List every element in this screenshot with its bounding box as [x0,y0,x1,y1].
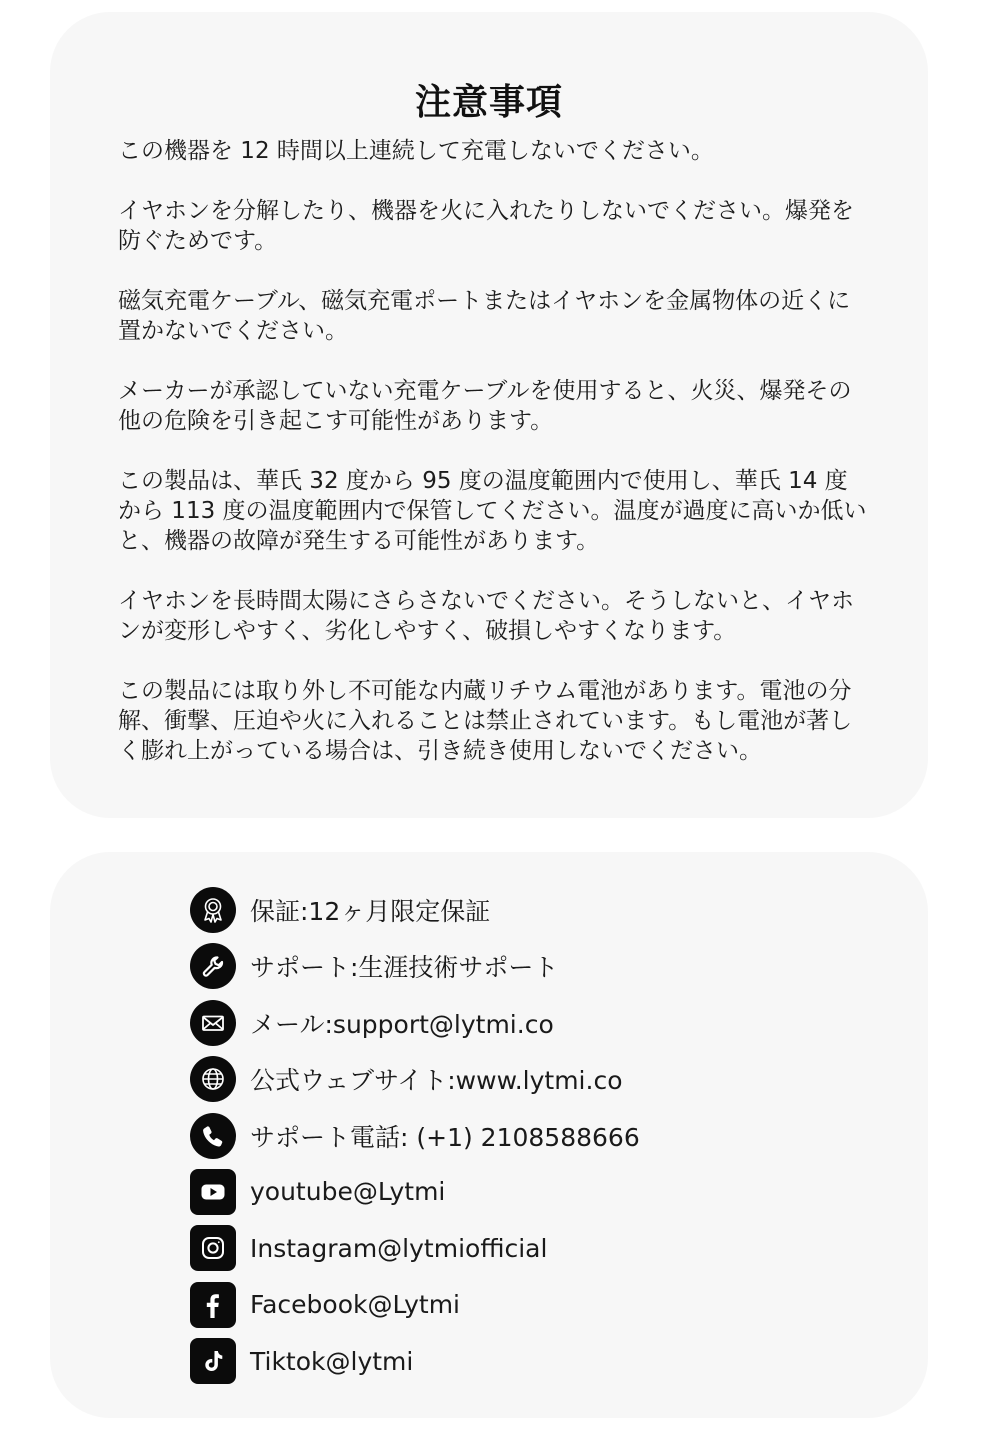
caution-paragraph: この機器を 12 時間以上連続して充電しないでください。 [118,138,714,164]
contact-instagram[interactable] [190,1224,640,1272]
wrench-icon [190,943,236,989]
mail-icon [190,1000,236,1046]
tiktok-icon [190,1338,236,1384]
contact-tiktok[interactable] [190,1337,640,1385]
contact-facebook[interactable] [190,1281,640,1329]
contact-support [190,942,640,990]
contact-list [190,886,640,1394]
caution-card [50,12,928,818]
contact-warranty [190,886,640,934]
caution-paragraph: この製品には取り外し不可能な内蔵リチウム電池があります。電池の分解、衝撃、圧迫や火に入れることは禁止されています。もし電池が著しく膨れ上がっている場合は、引き続き使用しないでください。 [118,678,853,764]
caution-paragraph: 磁気充電ケーブル、磁気充電ポートまたはイヤホンを金属物体の近くに置かないでください。 [118,288,851,344]
website-text[interactable]: 公式ウェブサイト:www.lytmi.co [250,1066,623,1096]
contact-website[interactable] [190,1055,640,1103]
caution-body [118,136,870,796]
caution-paragraph: イヤホンを長時間太陽にさらさないでください。そうしないと、イヤホンが変形しやすく、劣化しやすく、破損しやすくなります。 [118,588,854,644]
globe-icon [190,1056,236,1102]
contact-card [50,852,928,1418]
caution-paragraph: この製品は、華氏 32 度から 95 度の温度範囲内で使用し、華氏 14 度から 113 度の温度範囲内で保管してください。温度が過度に高いか低いと、機器の故障が発生する可能性があります。 [118,468,867,554]
email-text[interactable]: メール:support@lytmi.co [250,1009,554,1039]
tiktok-text[interactable]: Tiktok@lytmi [250,1346,414,1376]
youtube-text[interactable]: youtube@Lytmi [250,1177,446,1207]
facebook-text[interactable]: Facebook@Lytmi [250,1290,460,1320]
instagram-icon [190,1225,236,1271]
instagram-text[interactable]: Instagram@lytmiofficial [250,1233,548,1263]
warranty-text: 保証:12ヶ月限定保証 [250,897,491,926]
caution-paragraph: イヤホンを分解したり、機器を火に入れたりしないでください。爆発を防ぐためです。 [118,198,854,254]
contact-youtube[interactable] [190,1168,640,1216]
phone-text[interactable]: サポート電話: (+1) 2108588666 [250,1122,640,1152]
caution-title: 注意事項 [414,82,563,123]
contact-email[interactable] [190,999,640,1047]
youtube-icon [190,1169,236,1215]
support-text: サポート:生涯技術サポート [250,953,559,983]
caution-paragraph: メーカーが承認していない充電ケーブルを使用すると、火災、爆発その他の危険を引き起こす可能性があります。 [118,378,852,434]
phone-icon [190,1113,236,1159]
award-medal-icon [190,887,236,933]
facebook-icon [190,1282,236,1328]
contact-phone[interactable] [190,1112,640,1160]
